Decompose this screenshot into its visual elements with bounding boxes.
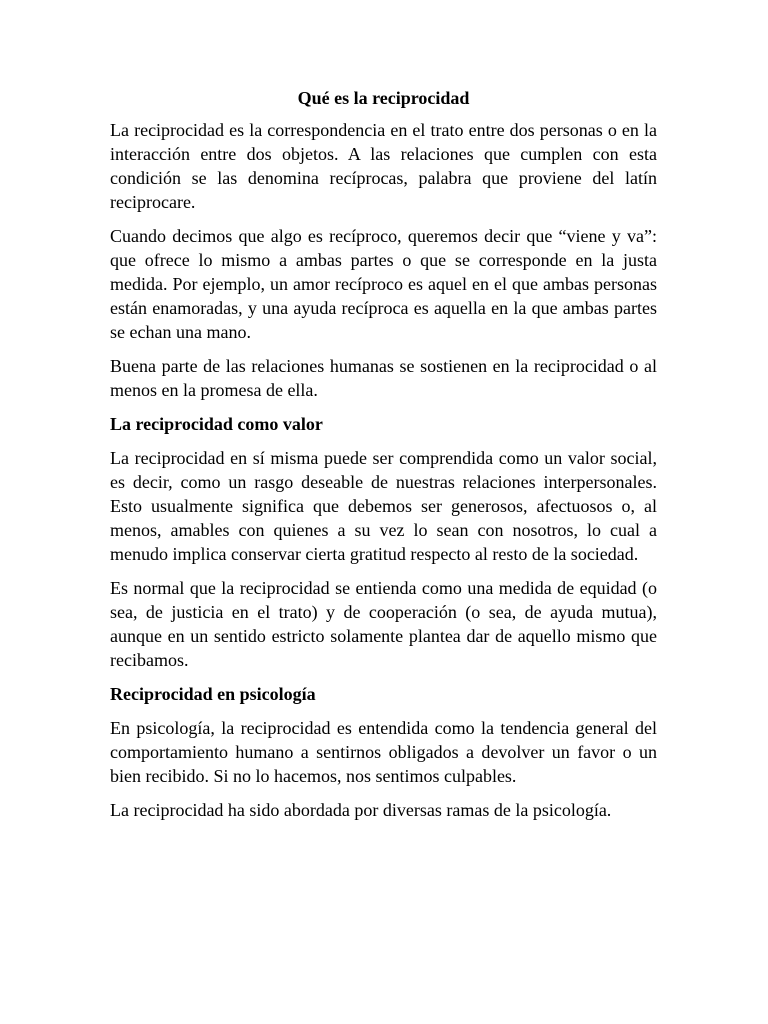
section-heading-valor: La reciprocidad como valor [110,414,323,434]
paragraph: Es normal que la reciprocidad se entienda como una medida de equidad (o sea, de justicia en el trato) y de cooperación (o sea, de ayuda mutua), aunque en un sentido estricto solamente plantea dar de aquello mismo que recibamos. [110,578,657,670]
paragraph: Buena parte de las relaciones humanas se sostienen en la reciprocidad o al menos en la promesa de ella. [110,356,657,400]
paragraph: La reciprocidad es la correspondencia en el trato entre dos personas o en la interacción entre dos objetos. A las relaciones que cumplen con esta condición se las denomina recíprocas, palabra que proviene del latín reciprocare. [110,120,657,212]
paragraph: Cuando decimos que algo es recíproco, queremos decir que “viene y va”: que ofrece lo mismo a ambas partes o que se corresponde en la justa medida. Por ejemplo, un amor recíproco es aquel en el que ambas personas están enamoradas, y una ayuda recíproca es aquella en la que ambas partes se echan una mano. [110,226,657,342]
section-heading-psicologia: Reciprocidad en psicología [110,684,316,704]
paragraph: En psicología, la reciprocidad es entendida como la tendencia general del comportamiento humano a sentirnos obligados a devolver un favor o un bien recibido. Si no lo hacemos, nos sentimos culpables. [110,718,657,786]
document-title: Qué es la reciprocidad [297,88,470,108]
paragraph: La reciprocidad ha sido abordada por diversas ramas de la psicología. [110,800,612,820]
document-page [110,82,657,832]
paragraph: La reciprocidad en sí misma puede ser comprendida como un valor social, es decir, como un rasgo deseable de nuestras relaciones interpersonales. Esto usualmente significa que debemos ser generosos, afectuosos o, al menos, amables con quienes a su vez lo sean con nosotros, lo cual a menudo implica conservar cierta gratitud respecto al resto de la sociedad. [110,448,657,564]
